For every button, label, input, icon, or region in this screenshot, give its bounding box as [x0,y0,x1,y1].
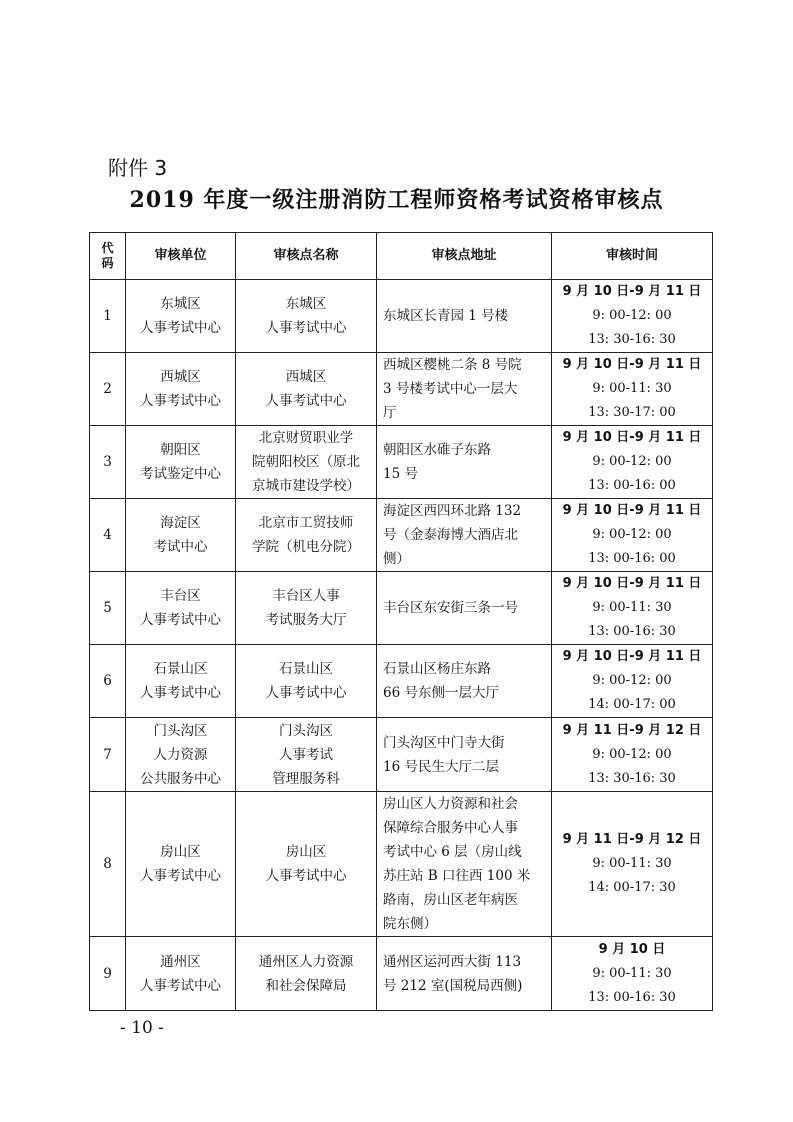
row-unit: 门头沟区 人力资源 公共服务中心 [126,718,236,792]
row-code: 7 [90,718,126,792]
attachment-label: 附件 3 [108,156,168,180]
row-address: 海淀区西四环北路 132 号（金泰海博大酒店北 侧） [377,499,552,572]
row-time: 9 月 10 日-9 月 11 日 9: 00-11: 30 13: 00-16: 30 [552,572,713,645]
row-address: 朝阳区水碓子东路 15 号 [377,426,552,499]
table-row [90,426,713,499]
row-code: 2 [90,353,126,426]
row-code: 6 [90,645,126,718]
row-address: 通州区运河西大街 113 号 212 室(国税局西侧) [377,937,552,1011]
table-header-row [90,233,713,280]
header-address: 审核点地址 [377,233,552,280]
row-code: 8 [90,792,126,937]
row-site-name: 东城区 人事考试中心 [236,280,377,353]
row-time: 9 月 10 日-9 月 11 日 9: 00-11: 30 13: 30-17: 00 [552,353,713,426]
header-site-name: 审核点名称 [236,233,377,280]
header-time: 审核时间 [552,233,713,280]
table-row [90,718,713,792]
table-row [90,280,713,353]
row-unit: 海淀区 考试中心 [126,499,236,572]
row-site-name: 房山区 人事考试中心 [236,792,377,937]
table-row [90,937,713,1011]
row-address: 西城区樱桃二条 8 号院 3 号楼考试中心一层大 厅 [377,353,552,426]
row-unit: 石景山区 人事考试中心 [126,645,236,718]
row-address: 房山区人力资源和社会 保障综合服务中心人事 考试中心 6 层（房山线 苏庄站 B 口往西 100 米 路南，房山区老年病医 院东侧） [377,792,552,937]
row-address: 门头沟区中门寺大街 16 号民生大厅二层 [377,718,552,792]
page-number: - 10 - [120,1018,164,1038]
row-time: 9 月 10 日-9 月 11 日 9: 00-12: 00 13: 00-16: 00 [552,499,713,572]
row-time: 9 月 11 日-9 月 12 日 9: 00-11: 30 14: 00-17: 30 [552,792,713,937]
table-row [90,645,713,718]
row-address: 石景山区杨庄东路 66 号东侧一层大厅 [377,645,552,718]
row-site-name: 丰台区人事 考试服务大厅 [236,572,377,645]
table-row [90,572,713,645]
row-code: 9 [90,937,126,1011]
row-site-name: 通州区人力资源 和社会保障局 [236,937,377,1011]
row-code: 4 [90,499,126,572]
row-time: 9 月 10 日-9 月 11 日 9: 00-12: 00 13: 00-16: 00 [552,426,713,499]
table-row [90,353,713,426]
row-code: 3 [90,426,126,499]
document-title: 2019 年度一级注册消防工程师资格考试资格审核点 [129,187,664,213]
table-row [90,499,713,572]
row-unit: 通州区 人事考试中心 [126,937,236,1011]
row-time: 9 月 11 日-9 月 12 日 9: 00-12: 00 13: 30-16: 30 [552,718,713,792]
row-address: 丰台区东安街三条一号 [377,572,552,645]
row-time: 9 月 10 日 9: 00-11: 30 13: 00-16: 30 [552,937,713,1011]
row-unit: 房山区 人事考试中心 [126,792,236,937]
row-site-name: 石景山区 人事考试中心 [236,645,377,718]
table-row [90,792,713,937]
header-code: 代 码 [90,233,126,280]
row-unit: 西城区 人事考试中心 [126,353,236,426]
row-address: 东城区长青园 1 号楼 [377,280,552,353]
row-site-name: 西城区 人事考试中心 [236,353,377,426]
row-site-name: 北京市工贸技师 学院（机电分院） [236,499,377,572]
row-unit: 朝阳区 考试鉴定中心 [126,426,236,499]
row-unit: 丰台区 人事考试中心 [126,572,236,645]
header-unit: 审核单位 [126,233,236,280]
row-code: 1 [90,280,126,353]
row-time: 9 月 10 日-9 月 11 日 9: 00-12: 00 13: 30-16: 30 [552,280,713,353]
row-site-name: 北京财贸职业学 院朝阳校区（原北 京城市建设学校） [236,426,377,499]
row-site-name: 门头沟区 人事考试 管理服务科 [236,718,377,792]
review-sites-table [89,232,713,1011]
row-unit: 东城区 人事考试中心 [126,280,236,353]
row-time: 9 月 10 日-9 月 11 日 9: 00-12: 00 14: 00-17: 00 [552,645,713,718]
row-code: 5 [90,572,126,645]
